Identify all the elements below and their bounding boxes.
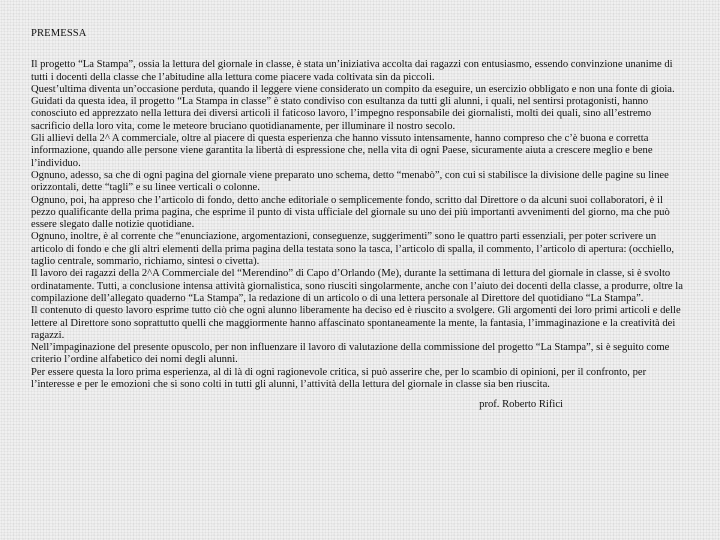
paragraph-9: Il contenuto di questo lavoro esprime tutto ciò che ogni alunno liberamente ha deciso ed è riuscito a svolgere. Gli argomenti dei loro primi articoli e delle lettere al Direttore sono soprattutto quelli che maggiormente hanno affascinato spontaneamente la mente, la fantasia, l’immaginazione e la creatività dei ragazzi. (31, 305, 681, 341)
paragraph-7: Ognuno, inoltre, è al corrente che “enunciazione, argomentazioni, conseguenze, suggerimenti” sono le quattro parti essenziali, per poter scrivere un articolo di fondo e che gli altri elementi della prima pagina della testata sono la tasca, l’articolo di spalla, il commento, l’articolo di apertura: (occhiello, taglio centrale, sommario, richiamo, sintesi o civetta). (31, 231, 675, 268)
signature: prof. Roberto Rifici (479, 399, 563, 411)
paragraph-4: Gli allievi della 2^ A commerciale, oltre al piacere di questa esperienza che hanno vissuto intensamente, hanno compreso che c’è buona e corretta informazione, quando alle persone viene garantita la libertà di espressione che, nella vita di ogni Paese, sicuramente aiuta a crescere meglio e bene l’individuo. (31, 133, 653, 169)
paragraph-3: Guidati da questa idea, il progetto “La Stampa in classe” è stato condiviso con esultanza da tutti gli alunni, i quali, nel sentirsi protagonisti, hanno conosciuto ed apprezzato nella lettura dei diversi articoli il faticoso lavoro, l’impegno responsabile dei giornalisti, molti dei quali, sino all’estremo sacrificio della loro vita, come le meteore bruciano quotidianamente, per illuminare il nostro secolo. (31, 96, 652, 132)
paragraph-6: Ognuno, poi, ha appreso che l’articolo di fondo, detto anche editoriale o semplicemente fondo, scritto dal Direttore o da alcuni suoi collaboratori, è il pezzo qualificante della prima pagina, che esprime il punto di vista ufficiale del giornale su uno dei più importanti avvenimenti del giorno, ma che può essere slegato dalle notizie quotidiane. (31, 194, 670, 231)
page-title: PREMESSA (31, 28, 87, 39)
paragraph-1: Il progetto “La Stampa”, ossia la lettura del giornale in classe, è stata un’iniziativa accolta dai ragazzi con entusiasmo, essendo convinzione unanime di tutti i docenti della classe che l’abitudine alla lettura come piacere vada coltivata sin da piccoli. (31, 59, 673, 83)
paragraph-11: Per essere questa la loro prima esperienza, al di là di ogni ragionevole critica, si può asserire che, per lo scambio di opinioni, per il confronto, per l’interesse e per le emozioni che si sono colti in tutti gli alunni, l’attività della lettura del giornale in classe sia ben riuscita. (31, 366, 647, 391)
paragraph-5: Ognuno, adesso, sa che di ogni pagina del giornale viene preparato uno schema, detto “menabò”, con cui si stabilisce la divisione delle pagine su linee orizzontali, dette “tagli” e su linee verticali o colonne. (31, 169, 669, 194)
body-text (31, 59, 690, 391)
paragraph-2: Quest’ultima diventa un’occasione perduta, quando il leggere viene considerato un compito da eseguire, un esercizio obbligato e non una fonte di gioia. (31, 83, 675, 95)
paragraph-8: Il lavoro dei ragazzi della 2^A Commerciale del “Merendino” di Capo d’Orlando (Me), durante la settimana di lettura del giornale in classe, si è svolto ordinatamente. Tutti, a conclusione intensa attività giornalistica, sono riusciti singolarmente, anche con l’aiuto dei docenti della classe, a produrre, oltre la compilazione dell’allegato quaderno “La Stampa”, la redazione di un articolo o di una lettera personale al Direttore del quotidiano “La Stampa”. (31, 268, 683, 304)
paragraph-10: Nell’impaginazione del presente opuscolo, per non influenzare il lavoro di valutazione della commissione del progetto “La Stampa”, si è seguito come criterio l’ordine alfabetico dei nomi degli alunni. (31, 342, 670, 366)
